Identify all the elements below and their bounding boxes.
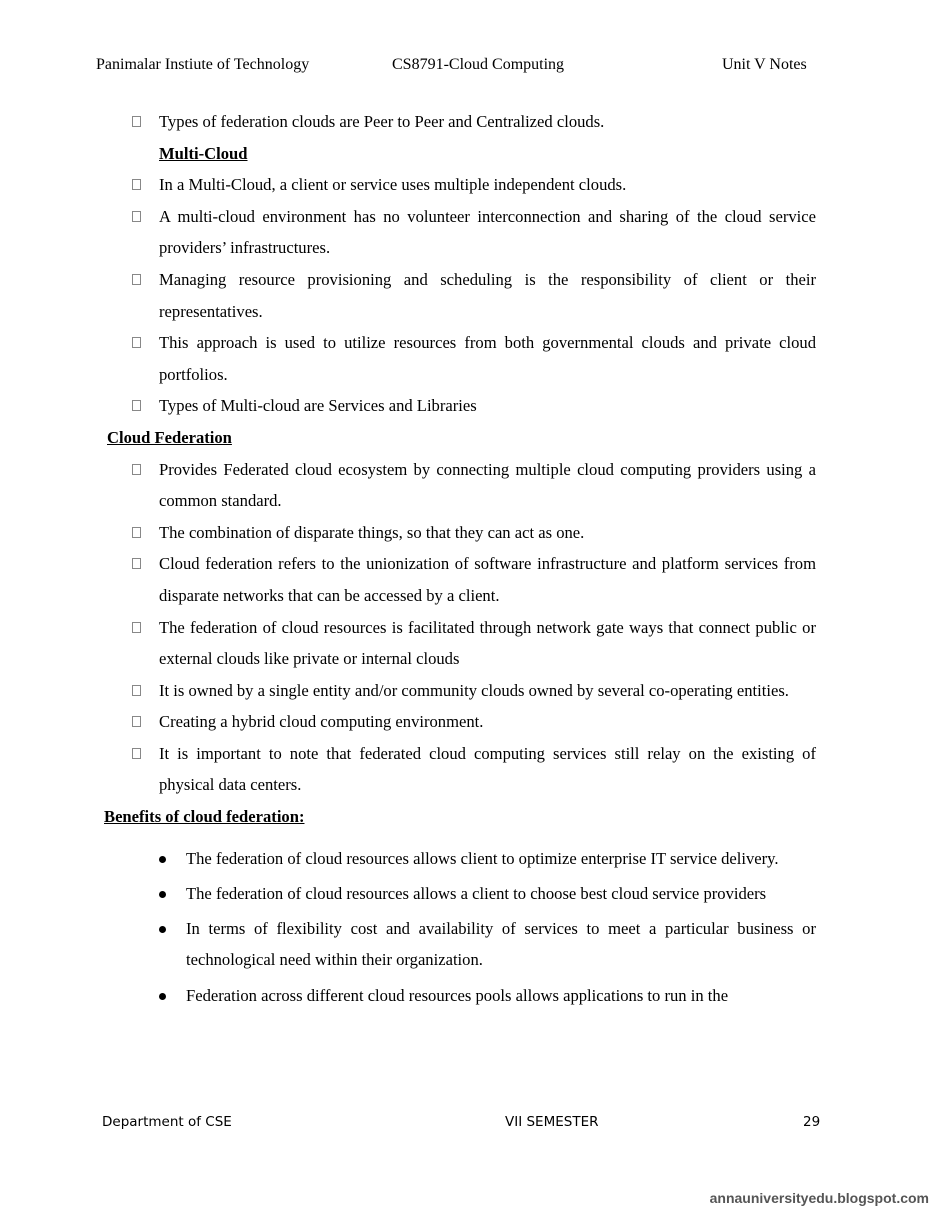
square-bullet-icon xyxy=(132,527,141,538)
list-item: Types of federation clouds are Peer to Peer and Centralized clouds. xyxy=(104,106,816,138)
header-unit: Unit V Notes xyxy=(722,56,807,73)
bullet-dot-icon xyxy=(159,891,166,898)
square-bullet-icon xyxy=(132,400,141,411)
list-item: The federation of cloud resources allows a client to choose best cloud service providers xyxy=(104,878,816,910)
page-content xyxy=(104,106,816,1011)
page-footer xyxy=(0,1114,935,1136)
bullet-dot-icon xyxy=(159,993,166,1000)
list-item: The combination of disparate things, so that they can act as one. xyxy=(104,517,816,549)
multi-cloud-list xyxy=(104,169,816,422)
list-item: Provides Federated cloud ecosystem by connecting multiple cloud computing providers using a common standard. xyxy=(104,454,816,517)
list-item: Creating a hybrid cloud computing environment. xyxy=(104,706,816,738)
page-header xyxy=(0,56,935,78)
list-item: This approach is used to utilize resources from both governmental clouds and private cloud portfolios. xyxy=(104,327,816,390)
square-bullet-icon xyxy=(132,464,141,475)
intro-list xyxy=(104,106,816,138)
bullet-dot-icon xyxy=(159,926,166,933)
list-item: Managing resource provisioning and scheduling is the responsibility of client or their representatives. xyxy=(104,264,816,327)
list-item: Federation across different cloud resources pools allows applications to run in the xyxy=(104,980,816,1012)
square-bullet-icon xyxy=(132,116,141,127)
header-course: CS8791-Cloud Computing xyxy=(392,56,565,73)
square-bullet-icon xyxy=(132,337,141,348)
square-bullet-icon xyxy=(132,558,141,569)
footer-semester: VII SEMESTER xyxy=(505,1114,599,1130)
page-number: 29 xyxy=(803,1114,821,1130)
square-bullet-icon xyxy=(132,274,141,285)
section-title-multi-cloud: Multi-Cloud xyxy=(159,143,248,163)
square-bullet-icon xyxy=(132,211,141,222)
list-item: It is owned by a single entity and/or community clouds owned by several co-operating entities. xyxy=(104,675,816,707)
bullet-dot-icon xyxy=(159,856,166,863)
square-bullet-icon xyxy=(132,716,141,727)
benefits-list xyxy=(104,843,816,1011)
cloud-federation-list xyxy=(104,454,816,802)
square-bullet-icon xyxy=(132,179,141,190)
list-item: Cloud federation refers to the unionization of software infrastructure and platform services from disparate networks that can be accessed by a client. xyxy=(104,548,816,611)
square-bullet-icon xyxy=(132,622,141,633)
square-bullet-icon xyxy=(132,685,141,696)
watermark-url: annauniversityedu.blogspot.com xyxy=(709,1190,929,1206)
list-item: It is important to note that federated cloud computing services still relay on the existing of physical data centers. xyxy=(104,738,816,801)
square-bullet-icon xyxy=(132,748,141,759)
list-item: In terms of flexibility cost and availability of services to meet a particular business or technological need within their organization. xyxy=(104,913,816,976)
section-title-benefits: Benefits of cloud federation: xyxy=(104,807,305,827)
list-item: Types of Multi-cloud are Services and Libraries xyxy=(104,390,816,422)
list-item: In a Multi-Cloud, a client or service uses multiple independent clouds. xyxy=(104,169,816,201)
section-title-cloud-federation: Cloud Federation xyxy=(107,427,232,447)
list-item: The federation of cloud resources is facilitated through network gate ways that connect public or external clouds like private or internal clouds xyxy=(104,612,816,675)
list-item: The federation of cloud resources allows client to optimize enterprise IT service delivery. xyxy=(104,843,816,875)
list-item: A multi-cloud environment has no volunteer interconnection and sharing of the cloud service providers’ infrastructures. xyxy=(104,201,816,264)
header-institute: Panimalar Instiute of Technology xyxy=(96,56,310,73)
footer-department: Department of CSE xyxy=(102,1114,232,1130)
